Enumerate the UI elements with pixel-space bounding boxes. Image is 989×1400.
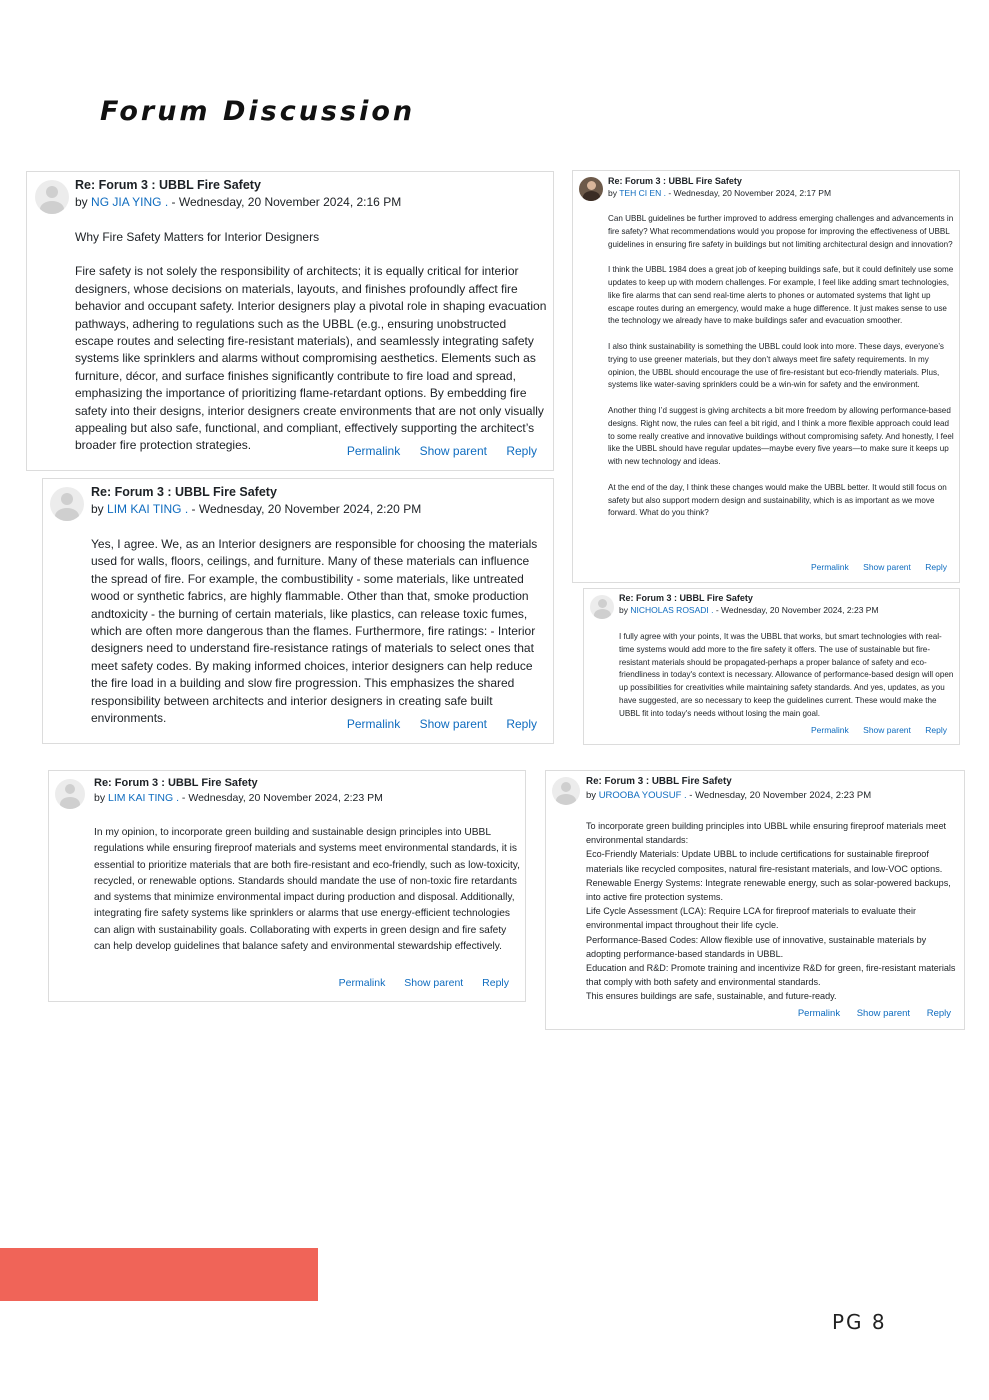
author-link[interactable]: UROOBA YOUSUF . (598, 790, 687, 801)
post-byline (586, 790, 871, 801)
post-paragraph: Performance-Based Codes: Allow flexible use of innovative, sustainable materials by adopting performance-based standards in UBBL. (586, 934, 927, 959)
post-subject[interactable]: Re: Forum 3 : UBBL Fire Safety (75, 178, 261, 192)
post-content (94, 825, 520, 955)
post-byline (619, 605, 879, 615)
post-paragraph: Yes, I agree. We, as an Interior designers are responsible for choosing the materials used for walls, floors, ceilings, and furniture. Many of these materials can influence the spread of fire. For example, the combustibility - some materials, like untreated wood or synthetic fabrics, are highly flammable. Other than that, smoke production andtoxicity - the burning of certain materials, like plastics, can release toxic fumes, which are often more dangerous than the flames. Furthermore, fire ratings: - Interior designers need to understand fire-resistance ratings of materials to select ones that meet safety codes. By making informed choices, interior designers can help reduce the fire load in a building and slow fire progression. This emphasizes the shared responsibility between architects and interior designers in creating safe built environments. (91, 537, 538, 726)
author-link[interactable]: NICHOLAS ROSADI . (630, 605, 714, 615)
default-user-icon (552, 777, 580, 805)
post-paragraph: At the end of the day, I think these changes would make the UBBL better. It would still focus on safety but also support modern design and sustainability, which is as important as we move forward. What do you think? (608, 482, 947, 518)
page-title: Forum Discussion (100, 96, 416, 127)
reply-link[interactable]: Reply (926, 1008, 951, 1019)
permalink-link[interactable]: Permalink (797, 1008, 841, 1019)
post-date: - Wednesday, 20 November 2024, 2:20 PM (188, 502, 422, 516)
post-date: - Wednesday, 20 November 2024, 2:16 PM (168, 195, 402, 209)
author-link[interactable]: LIM KAI TING . (108, 792, 180, 804)
reply-link[interactable]: Reply (506, 444, 537, 458)
forum-post (26, 171, 554, 471)
post-subject[interactable]: Re: Forum 3 : UBBL Fire Safety (619, 593, 753, 603)
post-subject[interactable]: Re: Forum 3 : UBBL Fire Safety (608, 176, 742, 186)
forum-post (583, 588, 960, 745)
post-paragraph: Education and R&D: Promote training and incentivize R&D for green, fire-resistant materials that comply with both safety and environmental standards. (586, 963, 956, 988)
default-user-icon (590, 595, 614, 619)
page-number: PG 8 (832, 1310, 887, 1334)
post-subject[interactable]: Re: Forum 3 : UBBL Fire Safety (586, 776, 732, 787)
post-byline (608, 188, 831, 198)
post-paragraph: I think the UBBL 1984 does a great job of keeping buildings safe, but it could definitely use some updates to keep up with modern challenges. For example, I feel like adding smart technologies, like fire alarms that can send real-time alerts to phones or automated systems that light up escape routes during an emergency, would make a huge difference. It just makes sense to use the technology we already have to make buildings safer and evacuation smoother. (608, 265, 954, 326)
post-content (586, 819, 960, 1004)
default-user-icon (55, 779, 85, 809)
accent-bar (0, 1248, 318, 1301)
author-link[interactable]: NG JIA YING . (91, 195, 169, 209)
post-paragraph: Why Fire Safety Matters for Interior Designers (75, 230, 320, 244)
post-content (619, 631, 954, 721)
post-byline (91, 502, 421, 516)
post-content (608, 213, 954, 520)
post-date: - Wednesday, 20 November 2024, 2:23 PM (179, 792, 383, 804)
forum-post (545, 770, 965, 1030)
user-photo-icon (579, 177, 603, 201)
post-paragraph: To incorporate green building principles into UBBL while ensuring fireproof materials meet environmental standards: (586, 821, 947, 846)
by-label: by (608, 188, 617, 198)
show-parent-link[interactable]: Show parent (856, 1008, 911, 1019)
post-paragraph: I also think sustainability is something the UBBL could look into more. These days, everyone’s trying to use greener materials, but they don’t always meet fire safety requirements. In my opinion, the UBBL should encourage the use of fire-resistant but eco-friendly materials. Plus, systems like water-saving sprinklers could be a win-win for safety and the environment. (608, 341, 944, 390)
author-link[interactable]: TEH CI EN . (619, 188, 666, 198)
post-actions (347, 717, 537, 731)
author-link[interactable]: LIM KAI TING . (107, 502, 189, 516)
reply-link[interactable]: Reply (925, 562, 947, 572)
post-content (91, 536, 547, 727)
permalink-link[interactable]: Permalink (810, 562, 849, 572)
by-label: by (586, 790, 597, 801)
post-paragraph: Eco-Friendly Materials: Update UBBL to include certifications for sustainable fireproof materials like recycled composites, natural fire-resistant materials, and low-VOC options. (586, 849, 943, 874)
post-date: - Wednesday, 20 November 2024, 2:17 PM (665, 188, 832, 198)
by-label: by (91, 502, 104, 516)
show-parent-link[interactable]: Show parent (863, 562, 911, 572)
post-subject[interactable]: Re: Forum 3 : UBBL Fire Safety (94, 777, 258, 789)
permalink-link[interactable]: Permalink (338, 977, 386, 989)
post-paragraph: This ensures buildings are safe, sustainable, and future-ready. (586, 991, 837, 1002)
post-actions (811, 725, 947, 735)
post-actions (347, 444, 537, 458)
by-label: by (94, 792, 106, 804)
post-paragraph: I fully agree with your points, It was the UBBL that works, but smart technologies with real-time systems would add more to the fire safety it offers. The use of sustainable but fire-resistant materials should be propagated-perhaps a proper balance of safety and eco-friendliness in today's context is necessary. Allowance of performance-based design will open up possibilities for creativities while maintaining safety standards. And yes, updates, as you have suggested, are so necessary to keep the guidelines current. These would make the UBBL fit into today's needs without losing the main goal. (619, 632, 954, 718)
show-parent-link[interactable]: Show parent (404, 977, 464, 989)
by-label: by (75, 195, 88, 209)
post-date: - Wednesday, 20 November 2024, 2:23 PM (713, 605, 879, 615)
post-paragraph: Renewable Energy Systems: Integrate renewable energy, such as solar-powered backups, into active fire protection systems. (586, 877, 951, 903)
post-subject[interactable]: Re: Forum 3 : UBBL Fire Safety (91, 485, 277, 499)
default-user-icon (35, 180, 69, 214)
reply-link[interactable]: Reply (925, 725, 947, 735)
post-byline (94, 792, 383, 804)
post-paragraph: Another thing I’d suggest is giving architects a bit more freedom by allowing performance-based designs. Right now, the rules can feel a bit rigid, and I think a more flexible approach could lead to some really creative and innovative buildings without compromising safety. And honestly, I feel like the UBBL should have regular updates—maybe every five years—to make sure it keeps up with new technology and ideas. (608, 405, 954, 467)
post-date: - Wednesday, 20 November 2024, 2:23 PM (686, 790, 872, 801)
post-paragraph: In my opinion, to incorporate green building and sustainable design principles into UBBL regulations while ensuring fireproof materials and systems meet environmental standards, it is essential to prioritize materials that are both fire-resistant and eco-friendly, such as low-toxicity, recycled, or renewable options. Standards should mandate the use of non-toxic fire retardants and systems that minimize environmental impact during production and disposal. Additionally, integrating fire safety systems like sprinklers or alarms that use energy-efficient technologies can align with sustainability goals. Collaborating with experts in green design and fire safety can help develop guidelines that balance safety and environmental stewardship effectively. (94, 827, 520, 953)
show-parent-link[interactable]: Show parent (419, 444, 487, 458)
permalink-link[interactable]: Permalink (346, 444, 401, 458)
reply-link[interactable]: Reply (506, 717, 537, 731)
permalink-link[interactable]: Permalink (346, 717, 401, 731)
show-parent-link[interactable]: Show parent (419, 717, 487, 731)
post-paragraph: Can UBBL guidelines be further improved to address emerging challenges and advancements in fire safety? What recommendations would you propose for improving the effectiveness of UBBL guidelines in ensuring fire safety in buildings but not limiting architectural design and innovation? (608, 214, 954, 249)
post-actions (339, 977, 509, 989)
post-actions (798, 1008, 951, 1019)
post-byline (75, 195, 401, 209)
post-content (75, 229, 547, 455)
default-user-icon (50, 487, 84, 521)
forum-post (48, 770, 526, 1002)
by-label: by (619, 605, 628, 615)
reply-link[interactable]: Reply (482, 977, 509, 989)
post-paragraph: Life Cycle Assessment (LCA): Require LCA for fireproof materials to evaluate their environmental impact throughout their life cycle. (586, 906, 917, 931)
show-parent-link[interactable]: Show parent (863, 725, 911, 735)
forum-post (42, 478, 554, 744)
forum-post (572, 170, 960, 583)
post-actions (811, 562, 947, 572)
permalink-link[interactable]: Permalink (810, 725, 849, 735)
post-paragraph: Fire safety is not solely the responsibility of architects; it is equally critical for interior designers, whose decisions on materials, layouts, and finishes profoundly affect fire behavior and occupant safety. Interior designers play a pivotal role in shaping evacuation pathways, adhering to regulations such as the UBBL (e.g., ensuring unobstructed escape routes and selecting fire-resistant materials), and seamlessly integrating safety systems like sprinklers and alarms without compromising aesthetics. Elements such as furniture, décor, and surface finishes significantly contribute to fire load and spread, emphasizing the importance of prioritizing flame-retardant options. By embedding fire safety into their designs, interior designers create environments that are not only visually appealing but also safe, functional, and compliant, effectively supporting the architect’s broader fire protection strategies. (75, 264, 547, 453)
